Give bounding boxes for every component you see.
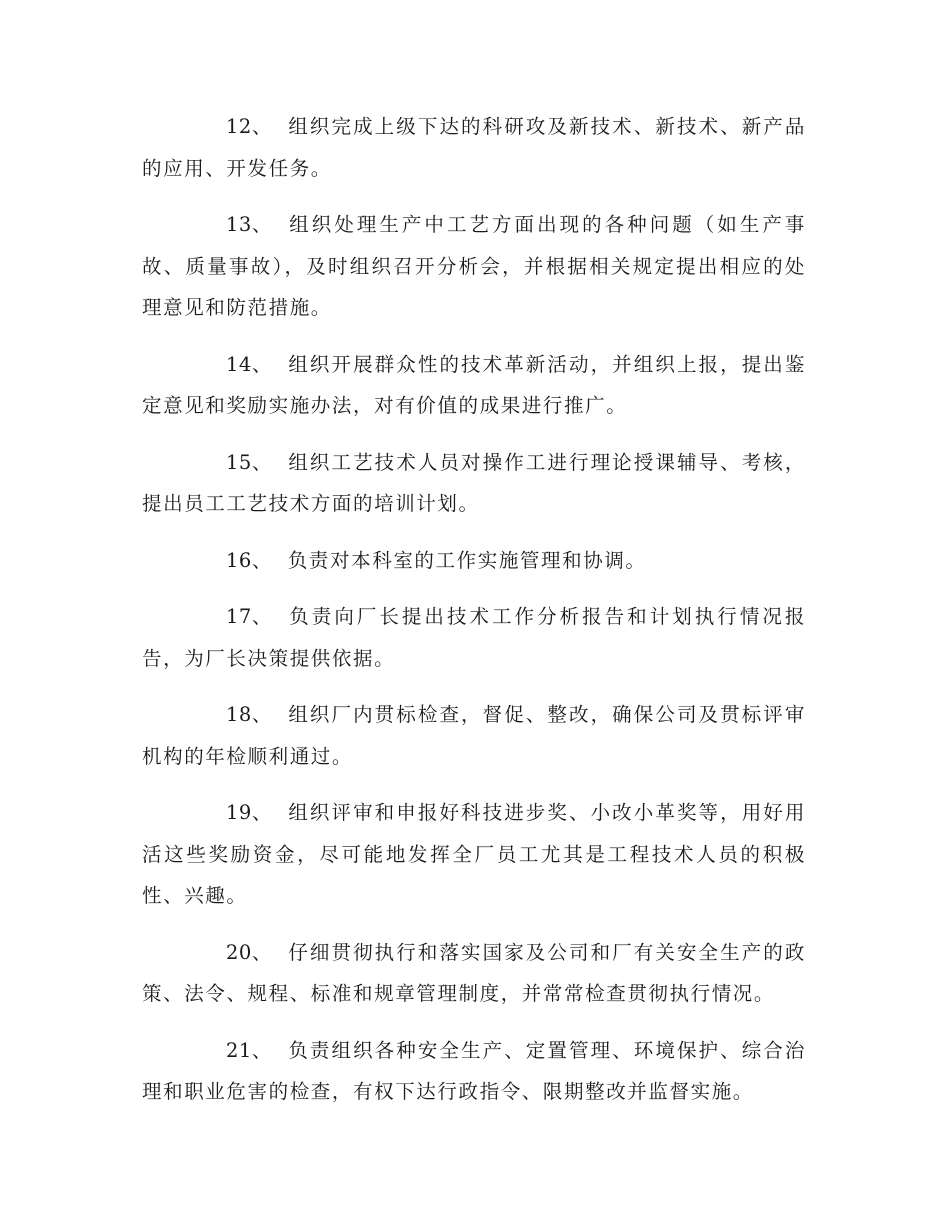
paragraph-19 bbox=[142, 792, 806, 917]
paragraph-text: 仔细贯彻执行和落实国家及公司和厂有关安全生产的政策、法令、规程、标准和规章管理制度，并常常检查贯彻执行情况。 bbox=[142, 940, 806, 1005]
paragraph-number: 15、 bbox=[226, 450, 272, 474]
paragraph-number: 18、 bbox=[226, 703, 272, 726]
paragraph-number: 13、 bbox=[226, 213, 272, 236]
paragraph-text: 组织工艺技术人员对操作工进行理论授课辅导、考核，提出员工工艺技术方面的培训计划。 bbox=[142, 450, 806, 515]
paragraph-number: 12、 bbox=[226, 115, 272, 138]
paragraph-text: 负责向厂长提出技术工作分析报告和计划执行情况报告，为厂长决策提供依据。 bbox=[142, 605, 806, 670]
paragraph-number: 17、 bbox=[226, 605, 272, 628]
paragraph-14 bbox=[142, 344, 806, 427]
paragraph-text: 组织开展群众性的技术革新活动，并组织上报，提出鉴定意见和奖励实施办法，对有价值的成果进行推广。 bbox=[142, 352, 806, 417]
paragraph-text: 负责对本科室的工作实施管理和协调。 bbox=[287, 548, 647, 572]
paragraph-text: 组织完成上级下达的科研攻及新技术、新技术、新产品的应用、开发任务。 bbox=[142, 115, 806, 180]
paragraph-text: 负责组织各种安全生产、定置管理、环境保护、综合治理和职业危害的检查，有权下达行政指令、限期整改并监督实施。 bbox=[142, 1038, 806, 1103]
paragraph-15 bbox=[142, 442, 806, 525]
paragraph-17 bbox=[142, 596, 806, 679]
paragraph-20 bbox=[142, 932, 806, 1015]
paragraph-18 bbox=[142, 694, 806, 777]
paragraph-number: 20、 bbox=[226, 940, 272, 964]
paragraph-16 bbox=[142, 540, 806, 582]
paragraph-number: 14、 bbox=[226, 352, 272, 376]
paragraph-number: 19、 bbox=[226, 801, 272, 824]
paragraph-12 bbox=[142, 106, 806, 189]
paragraph-13 bbox=[142, 204, 806, 329]
paragraph-number: 21、 bbox=[226, 1038, 272, 1062]
paragraph-text: 组织处理生产中工艺方面出现的各种问题（如生产事故、质量事故），及时组织召开分析会，并根据相关规定提出相应的处理意见和防范措施。 bbox=[142, 213, 806, 319]
paragraph-number: 16、 bbox=[226, 548, 272, 572]
document-body bbox=[142, 106, 806, 1128]
paragraph-text: 组织厂内贯标检查，督促、整改，确保公司及贯标评审机构的年检顺利通过。 bbox=[142, 703, 806, 768]
paragraph-text: 组织评审和申报好科技进步奖、小改小革奖等，用好用活这些奖励资金，尽可能地发挥全厂员工尤其是工程技术人员的积极性、兴趣。 bbox=[142, 801, 806, 907]
paragraph-21 bbox=[142, 1030, 806, 1113]
